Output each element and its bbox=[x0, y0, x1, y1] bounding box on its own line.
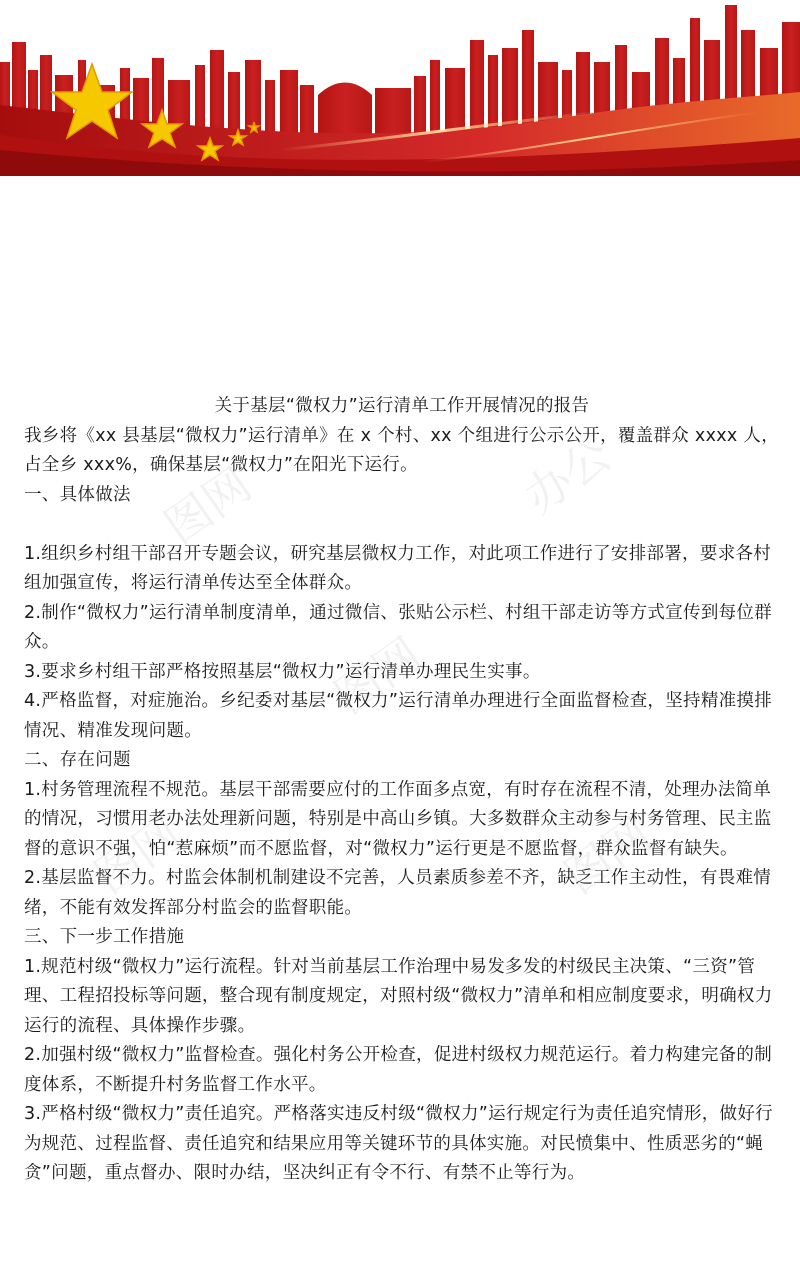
spacer bbox=[24, 510, 780, 540]
list-item: 1.村务管理流程不规范。基层干部需要应付的工作面多点宽，有时存在流程不清，处理办法简单的情况，习惯用老办法处理新问题，特别是中高山乡镇。大多数群众主动参与村务管理、民主监督的意识不强，怕“惹麻烦”而不愿监督，对“微权力”运行更是不愿监督，群众监督有缺失。 bbox=[24, 779, 772, 859]
list-item: 4.严格监督，对症施治。乡纪委对基层“微权力”运行清单办理进行全面监督检查，坚持精准摸排情况、精准发现问题。 bbox=[24, 691, 773, 741]
list-item: 1.规范村级“微权力”运行流程。针对当前基层工作治理中易发多发的村级民主决策、“三资”管理、工程招投标等问题，整合现有制度规定，对照村级“微权力”清单和相应制度要求，明确权力运行的流程、具体操作步骤。 bbox=[24, 956, 773, 1036]
watermark: 图网 bbox=[84, 806, 191, 904]
list-item: 3.要求乡村组干部严格按照基层“微权力”运行清单办理民生实事。 bbox=[24, 661, 541, 682]
intro-paragraph: 我乡将《xx 县基层“微权力”运行清单》在 x 个村、xx 个组进行公示公开，覆盖群众 xxxx 人，占全乡 xxx%，确保基层“微权力”在阳光下运行。 bbox=[24, 425, 780, 475]
header-banner bbox=[0, 0, 800, 190]
section-heading: 三、下一步工作措施 bbox=[24, 927, 185, 947]
watermark: 图网 bbox=[554, 806, 661, 904]
list-item: 2.基层监督不力。村监会体制机制建设不完善，人员素质参差不齐，缺乏工作主动性，有畏难情绪，不能有效发挥部分村监会的监督职能。 bbox=[24, 868, 772, 918]
watermark: 图网 bbox=[154, 456, 261, 554]
section-heading: 一、具体做法 bbox=[24, 484, 131, 505]
list-item: 2.加强村级“微权力”监督检查。强化村务公开检查，促进村级权力规范运行。着力构建完备的制度体系，不断提升村务监督工作水平。 bbox=[24, 1045, 773, 1095]
city-skyline-banner bbox=[0, 0, 800, 190]
document-title: 关于基层“微权力”运行清单工作开展情况的报告 bbox=[214, 396, 590, 416]
document-body bbox=[24, 392, 780, 1189]
list-item: 1.组织乡村组干部召开专题会议，研究基层微权力工作，对此项工作进行了安排部署，要求各村组加强宣传，将运行清单传达至全体群众。 bbox=[24, 543, 772, 593]
watermark: 办公 bbox=[514, 426, 621, 524]
list-item: 3.严格村级“微权力”责任追究。严格落实违反村级“微权力”运行规定行为责任追究情形，做好行为规范、过程监督、责任追究和结果应用等关键环节的具体实施。对民愤集中、性质恶劣的“蝇贪”问题，重点督办、限时办结，坚决纠正有令不行、有禁不止等行为。 bbox=[24, 1104, 773, 1183]
watermark: 图网 bbox=[324, 626, 431, 724]
list-item: 2.制作“微权力”运行清单制度清单，通过微信、张贴公示栏、村组干部走访等方式宣传到每位群众。 bbox=[24, 602, 773, 652]
section-heading: 二、存在问题 bbox=[24, 750, 131, 770]
